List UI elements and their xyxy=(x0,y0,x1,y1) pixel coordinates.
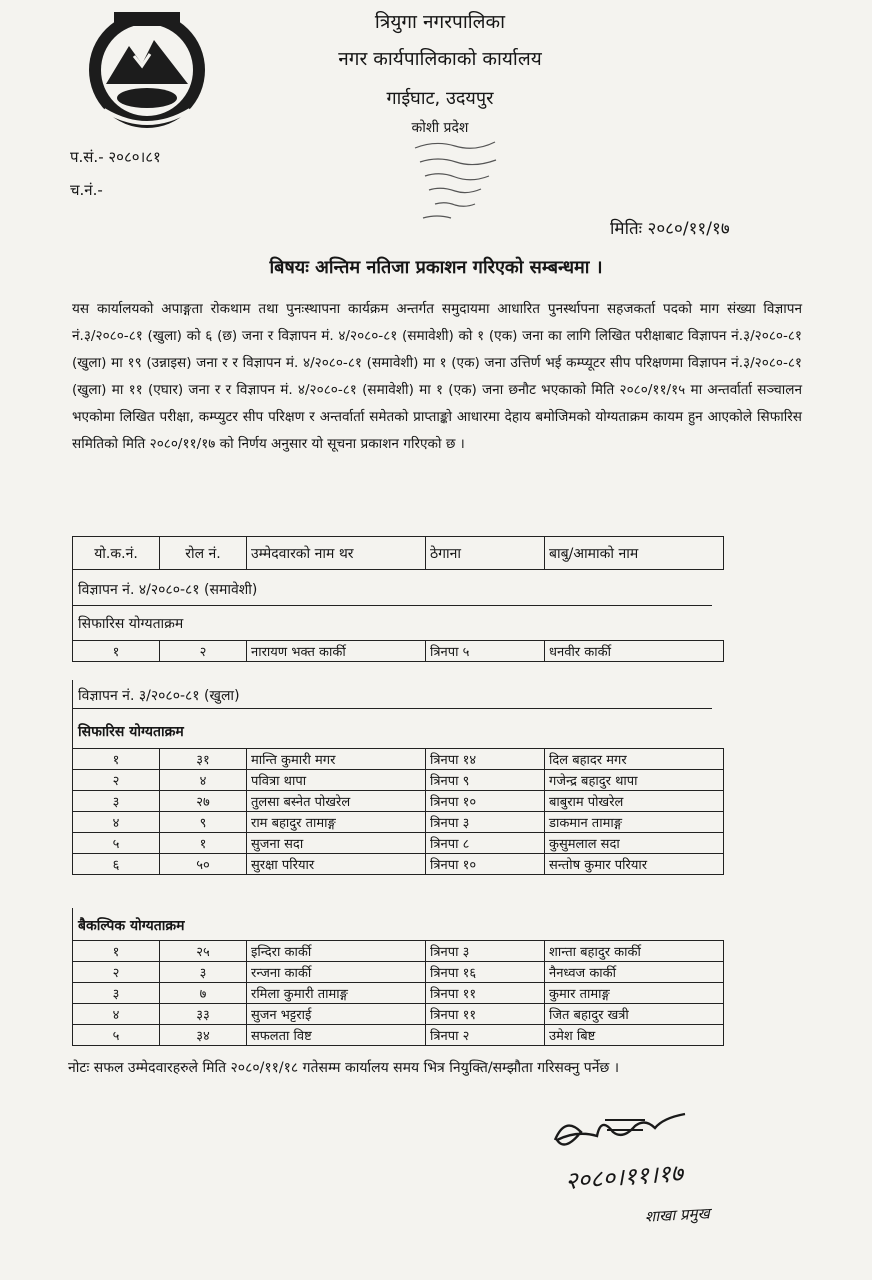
table-cell: ३ xyxy=(73,983,160,1004)
table-row xyxy=(73,854,724,875)
table-cell: २ xyxy=(73,770,160,791)
table-cell: ३४ xyxy=(160,1025,247,1046)
table-cell: ४ xyxy=(73,1004,160,1025)
table-cell: त्रिनपा ३ xyxy=(426,941,545,962)
municipality-name: त्रियुगा नगरपालिका xyxy=(374,11,506,33)
section2-title: विज्ञापन नं. ३/२०८०-८१ (खुला) xyxy=(78,688,240,704)
column-header: बाबु/आमाको नाम xyxy=(545,537,724,570)
alternate-table xyxy=(72,940,724,1046)
table-cell: जित बहादुर खत्री xyxy=(545,1004,724,1025)
table-cell: त्रिनपा २ xyxy=(426,1025,545,1046)
handwritten-signature xyxy=(535,1100,735,1210)
letter-body: यस कार्यालयको अपाङ्गता रोकथाम तथा पुनःस्थापना कार्यक्रम अन्तर्गत समुदायमा आधारित पुनर्स्थापना सहजकर्ता पदको माग संख्या विज्ञापन नं.३/२०८०-८१ (खुला) को ६ (छ) जना र विज्ञापन मं. ४/२०८०-८१ (समावेशी) को १ (एक) जना का लागि लिखित परीक्षाबाट विज्ञापन नं.३/२०८०-८१ (खुला) मा १९ (उन्नाइस) जना र र विज्ञापन मं. ४/२०८०-८१ (समावेशी) मा १ (एक) जना उत्तिर्ण भई कम्प्यूटर सीप परिक्षणमा विज्ञापन नं.३/२०८०-८१ (खुला) मा ११ (एघार) जना र र विज्ञापन मं. ४/२०८०-८१ (समावेशी) मा १ (एक) जना छनौट भएकाको मिति २०८०/११/१५ मा अन्तर्वार्ता सञ्चालन भएकोमा लिखित परीक्षा, कम्प्युटर सीप परिक्षण र अन्तर्वार्ता समेतको प्राप्ताङ्को आधारमा देहाय बमोजिमको योग्यताक्रम कायम हुन आएकोले सिफारिस समितिको मिति २०८०/११/१७ को निर्णय अनुसार यो सूचना प्रकाशन गरिएको छ । xyxy=(72,301,802,452)
table-cell: १ xyxy=(73,941,160,962)
table-cell: ५ xyxy=(73,1025,160,1046)
table-cell: कुसुमलाल सदा xyxy=(545,833,724,854)
table-cell: ३ xyxy=(160,962,247,983)
table-cell: शान्ता बहादुर कार्की xyxy=(545,941,724,962)
dispatch-number: च.नं.- xyxy=(70,181,103,199)
table-cell: रमिला कुमारी तामाङ्ग xyxy=(247,983,426,1004)
table-cell: ५० xyxy=(160,854,247,875)
table-row xyxy=(73,770,724,791)
section1-title: विज्ञापन नं. ४/२०८०-८१ (समावेशी) xyxy=(78,582,258,598)
footer-note: नोटः सफल उम्मेदवारहरुले मिति २०८०/११/१८ गतेसम्म कार्यालय समय भित्र नियुक्ति/सम्झौता गरिसक्नु पर्नेछ । xyxy=(68,1060,620,1076)
table-cell: ३१ xyxy=(160,749,247,770)
table-cell: २ xyxy=(73,962,160,983)
table-cell: त्रिनपा १६ xyxy=(426,962,545,983)
results-header-table xyxy=(72,536,724,570)
table-row xyxy=(73,833,724,854)
table-cell: उमेश बिष्ट xyxy=(545,1025,724,1046)
table-cell: सुजन भट्टराई xyxy=(247,1004,426,1025)
table-cell: त्रिनपा ११ xyxy=(426,1004,545,1025)
table-cell: ४ xyxy=(73,812,160,833)
table-row xyxy=(73,1025,724,1046)
table-cell: सुजना सदा xyxy=(247,833,426,854)
table-cell: ३ xyxy=(73,791,160,812)
table-row xyxy=(73,641,724,662)
table-cell: त्रिनपा १० xyxy=(426,854,545,875)
table-cell: ४ xyxy=(160,770,247,791)
section2-table xyxy=(72,748,724,875)
table-cell: मान्ति कुमारी मगर xyxy=(247,749,426,770)
government-emblem-icon xyxy=(84,6,210,134)
table-cell: तुलसा बस्नेत पोखरेल xyxy=(247,791,426,812)
column-header: उम्मेदवारको नाम थर xyxy=(247,537,426,570)
province-name: कोशी प्रदेश xyxy=(411,120,469,136)
table-cell: त्रिनपा १० xyxy=(426,791,545,812)
table-cell: ९ xyxy=(160,812,247,833)
table-header-row xyxy=(73,537,724,570)
table-cell: १ xyxy=(73,641,160,662)
table-cell: दिल बहादर मगर xyxy=(545,749,724,770)
table-cell: सन्तोष कुमार परियार xyxy=(545,854,724,875)
section1-list-label: सिफारिस योग्यताक्रम xyxy=(78,616,184,632)
table-cell: २ xyxy=(160,641,247,662)
table-cell: १ xyxy=(73,749,160,770)
office-name: नगर कार्यपालिकाको कार्यालय xyxy=(338,48,542,70)
letter-subject: बिषयः अन्तिम नतिजा प्रकाशन गरिएको सम्बन्धमा । xyxy=(269,257,603,278)
table-row xyxy=(73,962,724,983)
table-row xyxy=(73,791,724,812)
table-row xyxy=(73,1004,724,1025)
alternate-list-label: बैकल्पिक योग्यताक्रम xyxy=(78,918,185,934)
table-cell: ६ xyxy=(73,854,160,875)
column-header: ठेगाना xyxy=(426,537,545,570)
section1-table xyxy=(72,640,724,662)
letter-date: मितिः २०८०/११/१७ xyxy=(610,219,730,239)
table-row xyxy=(73,941,724,962)
table-cell: इन्दिरा कार्की xyxy=(247,941,426,962)
table-cell: त्रिनपा ५ xyxy=(426,641,545,662)
table-cell: पवित्रा थापा xyxy=(247,770,426,791)
table-cell: २७ xyxy=(160,791,247,812)
office-address: गाईघाट, उदयपुर xyxy=(386,88,494,109)
table-cell: त्रिनपा ८ xyxy=(426,833,545,854)
section2-list-label: सिफारिस योग्यताक्रम xyxy=(78,724,184,740)
table-cell: त्रिनपा ११ xyxy=(426,983,545,1004)
table-cell: सफलता विष्ट xyxy=(247,1025,426,1046)
table-cell: डाकमान तामाङ्ग xyxy=(545,812,724,833)
column-header: यो.क.नं. xyxy=(73,537,160,570)
table-cell: ५ xyxy=(73,833,160,854)
table-cell: रन्जना कार्की xyxy=(247,962,426,983)
table-cell: धनवीर कार्की xyxy=(545,641,724,662)
office-stamp xyxy=(395,118,525,236)
reference-number: प.सं.- २०८०।८१ xyxy=(70,148,161,166)
signatory-title: शाखा प्रमुख xyxy=(644,1204,711,1226)
signature-date: २०८०।११।१७ xyxy=(564,1158,684,1196)
table-cell: गजेन्द्र बहादुर थापा xyxy=(545,770,724,791)
table-cell: नारायण भक्त कार्की xyxy=(247,641,426,662)
table-cell: ३३ xyxy=(160,1004,247,1025)
table-cell: राम बहादुर तामाङ्ग xyxy=(247,812,426,833)
table-cell: कुमार तामाङ्ग xyxy=(545,983,724,1004)
table-row xyxy=(73,983,724,1004)
table-cell: नैनध्वज कार्की xyxy=(545,962,724,983)
table-cell: सुरक्षा परियार xyxy=(247,854,426,875)
table-cell: २५ xyxy=(160,941,247,962)
table-cell: १ xyxy=(160,833,247,854)
table-row xyxy=(73,749,724,770)
column-header: रोल नं. xyxy=(160,537,247,570)
table-row xyxy=(73,812,724,833)
table-cell: ७ xyxy=(160,983,247,1004)
table-cell: त्रिनपा ३ xyxy=(426,812,545,833)
table-cell: त्रिनपा ९ xyxy=(426,770,545,791)
table-cell: बाबुराम पोखरेल xyxy=(545,791,724,812)
table-cell: त्रिनपा १४ xyxy=(426,749,545,770)
